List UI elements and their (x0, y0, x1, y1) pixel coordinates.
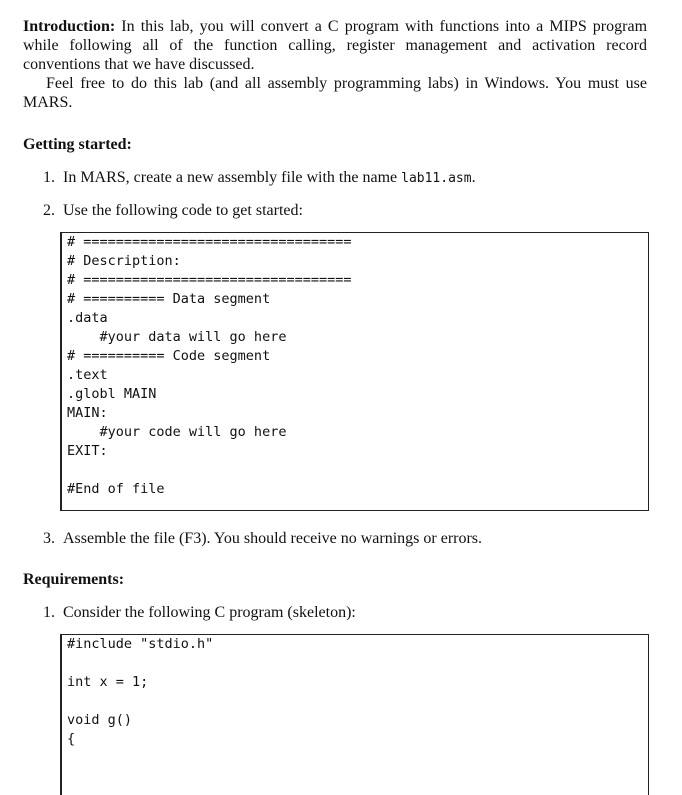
intro-label: Introduction: (23, 18, 116, 35)
c-program-box (60, 634, 649, 795)
code-line: # ========== Code segment (67, 348, 271, 364)
code-line: { (67, 731, 76, 747)
code-line (62, 654, 648, 673)
getting-started-step-1 (43, 169, 476, 187)
code-line: EXIT: (67, 443, 108, 459)
step-text-end: . (471, 169, 476, 186)
code-line: void g() (67, 712, 133, 728)
starter-code-box (60, 232, 649, 511)
step-number: 3. (43, 530, 55, 547)
step-text: Assemble the file (F3). You should receive no warnings or errors. (63, 530, 483, 547)
code-line: .globl MAIN (67, 386, 157, 402)
intro-section (23, 17, 647, 112)
code-line (62, 692, 648, 711)
code-line: #include "stdio.h" (67, 636, 214, 652)
intro-text-1: In this lab, you will convert a C program with functions into a MIPS program while following all of the function calling, register management and activation record conventions that we have discussed. (23, 18, 648, 73)
step-text: Consider the following C program (skeleton): (63, 604, 356, 621)
requirements-step-1 (43, 604, 356, 622)
code-line: int x = 1; (67, 674, 149, 690)
getting-started-step-2 (43, 202, 303, 220)
requirements-heading: Requirements: (23, 571, 125, 588)
step-text: In MARS, create a new assembly file with the name (63, 169, 402, 186)
code-line: # Description: (67, 253, 181, 269)
intro-paragraph-2: Feel free to do this lab (and all assembly programming labs) in Windows. You must use MARS. (23, 75, 647, 111)
step-text: Use the following code to get started: (63, 202, 303, 219)
code-line: # ================================= (67, 234, 352, 250)
step-number: 1. (43, 169, 55, 186)
code-line: MAIN: (67, 405, 108, 421)
code-line: .data (67, 310, 108, 326)
code-line (62, 461, 648, 480)
step-number: 2. (43, 202, 55, 219)
code-line: #your code will go here (67, 424, 287, 440)
code-line: .text (67, 367, 108, 383)
filename: lab11.asm (401, 171, 472, 186)
step-number: 1. (43, 604, 55, 621)
code-line: # ========== Data segment (67, 291, 271, 307)
intro-paragraph-1 (23, 17, 647, 74)
getting-started-step-3 (43, 530, 482, 548)
code-line: # ================================= (67, 272, 352, 288)
code-line: #your data will go here (67, 329, 287, 345)
getting-started-heading: Getting started: (23, 136, 132, 153)
code-line: #End of file (67, 481, 165, 497)
